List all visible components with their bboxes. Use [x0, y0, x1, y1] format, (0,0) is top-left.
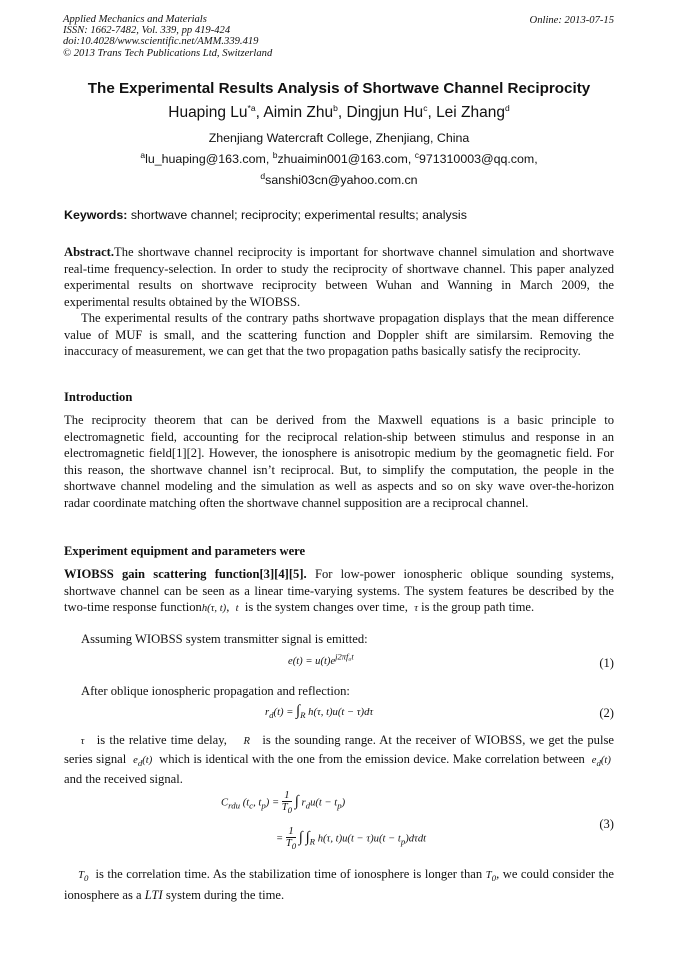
text-run: and the received signal.	[64, 772, 183, 787]
equation-2	[265, 703, 373, 720]
eq-sub: p	[400, 836, 406, 847]
abstract-p1	[64, 244, 614, 310]
author-mark: c	[423, 102, 428, 113]
online-date: Online: 2013-07-15	[529, 15, 614, 26]
math-inline: h(τ, t)	[201, 603, 227, 615]
eq-sub: 0	[491, 873, 497, 884]
equation-number-3: (3)	[599, 817, 614, 831]
text-run: , we could consider the ionosphere as a	[64, 867, 615, 902]
keywords	[64, 208, 467, 222]
eq-text: e	[133, 754, 138, 766]
eq-sub: R	[300, 710, 306, 721]
email-link[interactable]: sanshi03cn@yahoo.com.cn	[265, 173, 418, 187]
abstract-text: The shortwave channel reciprocity is important for shortwave channel simulation and shortwave real-time frequency-selection. In order to study the reciprocity of shortwave channel. This paper analyzed experimental results on shortwave reciprocity between Wuhan and Wanning in March 2009, the experimental results obtained by the WIOBSS.	[64, 245, 614, 309]
keywords-label: Keywords:	[64, 208, 128, 222]
equation-3-line-1	[221, 790, 345, 816]
fraction	[286, 826, 296, 852]
math-inline	[133, 755, 152, 766]
section-heading-experiment: Experiment equipment and parameters were	[64, 544, 306, 558]
eq-text: r	[265, 707, 270, 718]
equation-number-2: (2)	[599, 706, 614, 720]
email-link[interactable]: lu_huaping@163.com,	[145, 152, 270, 166]
text-run: system during the time.	[165, 887, 285, 902]
math-inline	[78, 870, 89, 884]
experiment-p2: Assuming WIOBSS system transmitter signal is emitted:	[81, 632, 368, 646]
text-run: is the system changes over time,	[244, 600, 408, 615]
math-inline: τ	[80, 736, 85, 747]
author-name: Dingjun Hu	[346, 104, 424, 121]
eq-sub: p	[337, 800, 342, 811]
eq-text: 1	[286, 826, 296, 838]
author-name: Lei Zhang	[436, 104, 506, 121]
eq-text: u(t − t	[310, 797, 338, 809]
text-run: ,	[226, 600, 230, 615]
email-link[interactable]: zhuaimin001@163.com,	[277, 152, 412, 166]
eq-text: =	[271, 797, 280, 809]
author-list: Huaping Lu$^{*a}$, Aimin Zhu$^b$, Dingjun Hu$^c$, Lei Zhang$^d$	[168, 102, 510, 121]
eq-text: r	[228, 800, 232, 811]
author-mark: b	[333, 102, 338, 113]
abstract-p2: The experimental results of the contrary paths shortwave propagation displays that the mean difference value of MUF is small, and the scattering function and Doppler shift are similarsim. Removing the inaccuracy of measurement, we can get that the two propagation paths basically satisfy the reciprocity.	[64, 311, 614, 359]
author-name: Huaping Lu	[168, 104, 248, 121]
eq-text: C	[221, 797, 229, 809]
eq-sub: 0	[84, 873, 89, 884]
copyright-line: © 2013 Trans Tech Publications Ltd, Switzerland	[63, 47, 273, 59]
eq-text: , t	[253, 797, 262, 809]
email-link[interactable]: 971310003@qq.com,	[418, 152, 538, 166]
eq-sub: p	[261, 800, 266, 811]
eq-text: (t)	[142, 754, 153, 766]
eq-sub: d	[269, 710, 274, 721]
eq-text: e	[591, 754, 597, 766]
equation-1	[288, 651, 354, 667]
experiment-p4	[64, 732, 614, 788]
eq-sub: 0	[291, 841, 297, 852]
integral-symbol: ∫	[294, 793, 299, 810]
journal-header	[63, 14, 272, 59]
fraction-den	[282, 802, 292, 816]
eq-text: T	[281, 802, 288, 813]
keywords-text: shortwave channel; reciprocity; experimental results; analysis	[130, 208, 467, 222]
eq-sub: d	[596, 757, 601, 768]
email-line	[0, 170, 678, 187]
issn-line: ISSN: 1662-7482, Vol. 339, pp 419-424	[63, 25, 231, 37]
author-mark: d	[505, 102, 510, 113]
eq-text: h(τ, t)u(t − τ)dτ	[308, 707, 374, 718]
equation-number-1: (1)	[599, 656, 614, 670]
text-run: is the correlation time. As the stabilization time of ionosphere is longer than	[95, 867, 483, 881]
eq-sub: d	[305, 800, 311, 811]
email-mark: c	[414, 149, 419, 160]
eq-sub: c	[249, 800, 254, 811]
text-run: is the sounding range. At the receiver of WIOBSS, we get the pulse series signal	[64, 733, 614, 766]
eq-text: d	[231, 800, 236, 811]
journal-name: Applied Mechanics and Materials	[63, 14, 207, 25]
introduction-text: The reciprocity theorem that can be derived from the Maxwell equations is a basic principle to electromagnetic field, accounting for the reciprocal relation-ship between stimulus and response in an electromagnetic field[1][2]. However, the ionosphere is anisotropic medium by the geomagnetic field. For this reason, the shortwave channel isn’t reciprocal. But, to simplify the computation, the people in the shortwave channel modeling and the simulation as well as aspects and so on sky wave over-the-horizon radar coordinate matching often the shortwave channel supposition are a reciprocal channel.	[64, 413, 614, 510]
eq-exp: j2πf₀t	[335, 651, 354, 662]
author-name: Aimin Zhu	[263, 104, 334, 121]
eq-sub: 0	[287, 805, 293, 816]
eq-text: )	[265, 797, 270, 809]
fraction	[282, 790, 292, 816]
eq-text: e(t) = u(t)e	[288, 656, 336, 667]
text-run: is the relative time delay,	[96, 733, 227, 747]
abstract-label: Abstract.	[64, 245, 115, 259]
experiment-p5	[64, 866, 614, 903]
affiliation: Zhenjiang Watercraft College, Zhenjiang, China	[208, 131, 470, 145]
equation-3-line-2	[276, 826, 426, 852]
email-mark: b	[272, 149, 278, 160]
eq-text: r	[301, 797, 306, 809]
eq-text: 1	[282, 790, 292, 802]
text-run: which is identical with the one from the emission device. Make correlation between	[159, 751, 585, 766]
email-mark: a	[140, 149, 146, 160]
experiment-p1	[64, 566, 614, 618]
author-mark: *a	[247, 102, 256, 113]
fraction-den	[286, 838, 296, 852]
text-run: For low-power ionospheric oblique sounding systems, shortwave channel can be seen as a linear time-varying systems. The system features be described by the two-time response function	[64, 567, 614, 615]
paper-title: The Experimental Results Analysis of Shortwave Channel Reciprocity	[87, 80, 591, 97]
eq-sub: d	[137, 757, 143, 768]
math-inline: τ	[414, 603, 418, 615]
section-heading-introduction: Introduction	[64, 390, 133, 404]
math-inline	[592, 755, 611, 766]
eq-text: T	[285, 838, 292, 849]
eq-text: (t)	[600, 754, 611, 766]
experiment-p3: After oblique ionospheric propagation and reflection:	[81, 684, 350, 698]
email-mark: d	[260, 170, 266, 181]
math-inline	[485, 870, 497, 884]
email-line	[0, 149, 678, 166]
eq-text: h(τ, t)u(t − τ)u(t − t	[317, 833, 401, 845]
subheading-wiobss: WIOBSS gain scattering function[3][4][5].	[64, 567, 307, 581]
text-run: is the group path time.	[421, 600, 535, 615]
math-inline: R	[243, 736, 250, 747]
eq-text: =	[276, 833, 284, 845]
eq-sub	[228, 801, 240, 811]
doi-line: doi:10.4028/www.scientific.net/AMM.339.419	[63, 36, 259, 48]
eq-text: (t) =	[273, 707, 294, 718]
math-inline: LTI	[144, 887, 163, 902]
eq-text: u	[235, 800, 241, 811]
integral-symbol: ∫	[296, 703, 301, 719]
eq-text: T	[485, 870, 492, 881]
eq-text: )dτdt	[405, 833, 427, 845]
eq-text: )	[341, 797, 346, 809]
math-inline: t	[235, 603, 239, 615]
eq-text: T	[78, 870, 84, 881]
eq-sub: R	[309, 836, 316, 847]
eq-text: (t	[242, 797, 250, 809]
integral-symbol: ∫	[305, 829, 310, 846]
integral-symbol: ∫	[298, 829, 303, 846]
